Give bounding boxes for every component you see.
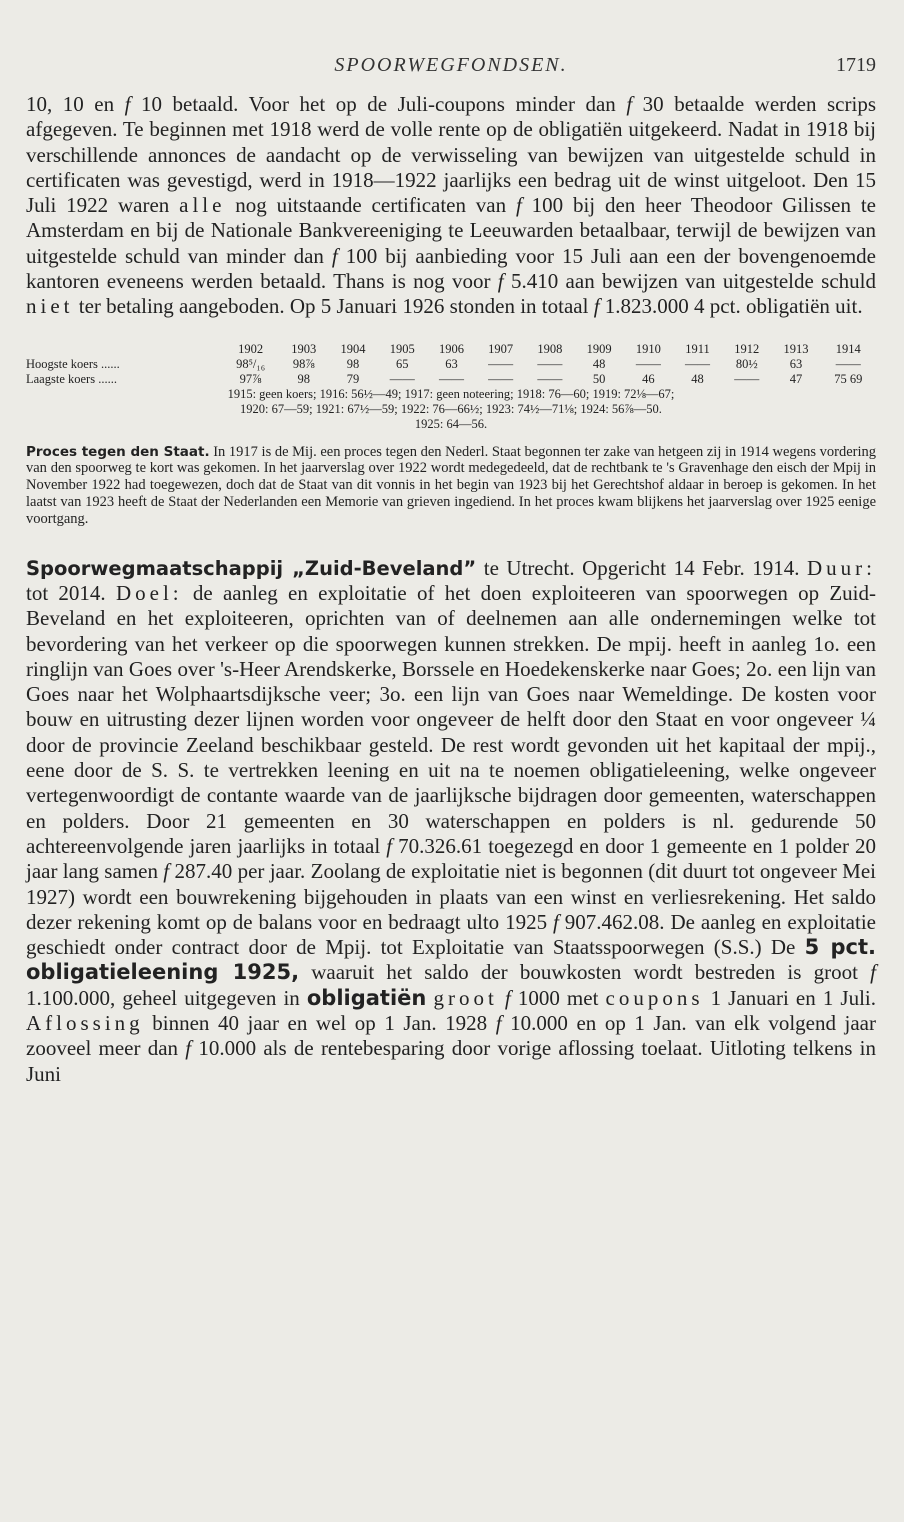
koers-table-block <box>26 342 876 432</box>
table-cell: 63 <box>445 356 458 371</box>
spaced-alle: alle <box>179 193 226 218</box>
table-cell: —— <box>835 356 861 371</box>
table-cell: 65 <box>395 356 409 371</box>
page-number: 1719 <box>836 54 876 76</box>
year-cell: 1914 <box>835 341 861 356</box>
spaced-niet: niet <box>26 294 74 319</box>
table-cell: —— <box>734 371 760 386</box>
company-heading: Spoorwegmaatschappij „Zuid-Beveland” <box>26 556 477 580</box>
koers-header-row <box>26 342 876 357</box>
koers-table <box>26 342 876 387</box>
table-row <box>26 372 876 387</box>
year-cell: 1902 <box>238 341 264 356</box>
year-cell: 1905 <box>389 341 415 356</box>
year-cell: 1912 <box>734 341 760 356</box>
spaced-groot: groot <box>433 985 498 1010</box>
spaced-duur: Duur: <box>807 555 876 580</box>
table-cell: 75 69 <box>834 371 863 386</box>
year-cell: 1913 <box>783 341 809 356</box>
running-title: SPOORWEGFONDSEN. <box>334 54 568 76</box>
table-cell: —— <box>389 371 415 386</box>
table-cell: —— <box>537 356 563 371</box>
table-cell: 98⁵/₁₆ <box>236 356 266 371</box>
row-label: Hoogste koers ...... <box>26 356 120 371</box>
table-row <box>26 357 876 372</box>
paragraph-coupons: 10, 10 en f 10 betaald. Voor het op de Juli-coupons minder dan f 30 betaalde werden scrips afgegeven. Te beginnen met 1918 werd de volle rente op de obligatiën uitgekeerd. Nadat in 1918 bij verschillende annonces de aandacht op de verwisseling van bewijzen van uitgestelde schuld in certificaten was gevestigd, werd in 1918—1922 jaarlijks een bedrag uit de winst uitgeloot. Den 15 Juli 1922 waren alle nog uitstaande certificaten van f 100 bij den heer Theodoor Gilissen te Amsterdam en bij de Nationale Bankvereeniging te Leeuwarden betaalbaar, terwijl de bewijzen van uitgestelde schuld van minder dan f 100 bij aanbieding voor 15 Juli aan een der bovengenoemde kantoren eveneens werden betaald. Thans is nog voor f 5.410 aan bewijzen van uitgestelde schuld niet ter betaling aangeboden. Op 5 Januari 1926 stonden in totaal f 1.823.000 4 pct. obligatiën uit. <box>26 92 877 319</box>
table-cell: 47 <box>789 371 803 386</box>
table-cell: 48 <box>691 371 704 386</box>
year-cell: 1911 <box>685 341 710 356</box>
table-cell: —— <box>685 356 711 371</box>
spaced-doel: Doel: <box>115 580 183 605</box>
table-cell: 98 <box>346 356 360 371</box>
year-cell: 1903 <box>291 341 317 356</box>
year-cell: 1908 <box>537 341 563 356</box>
table-cell: 98 <box>297 371 311 386</box>
obligatien-bold: obligatiën <box>306 985 427 1010</box>
table-cell: —— <box>488 371 514 386</box>
year-cell: 1906 <box>438 341 464 356</box>
koers-note: 1915: geen koers; 1916: 56½—49; 1917: geen noteering; 1918: 76—60; 1919: 72⅛—67; <box>227 386 675 401</box>
table-cell: 79 <box>346 371 360 386</box>
loan-title: 5 pct. obligatieleening 1925, <box>26 935 877 985</box>
table-cell: —— <box>488 356 514 371</box>
table-cell: 98⅞ <box>292 356 315 371</box>
row-label: Laagste koers ...... <box>26 371 117 386</box>
paragraph-company: Spoorwegmaatschappij „Zuid-Beveland” te Utrecht. Opgericht 14 Febr. 1914. Duur: tot 2014. Doel: de aanleg en exploitatie of het doen exploiteeren van spoorwegen op Zuid-Beveland en het exploiteeren, oprichten van of deelnemen aan alle ondernemingen welke tot bevordering van het verkeer op die spoorwegen kunnen strekken. De mpij. heeft in aanleg 1o. een ringlijn van Goes over 's-Heer Arendskerke, Borssele en Hoedekenskerke naar Goes; 2o. een lijn van Goes naar het Wolphaartsdijksche veer; 3o. een lijn van Goes naar Wemeldinge. De kosten voor bouw en uitrusting dezer lijnen worden voor ongeveer de helft door den Staat en voor ongeveer ¼ door de provincie Zeeland beschikbaar gesteld. De rest wordt gevonden uit het kapitaal der mpij., eene door de S. S. te vertrekken leening en uit na te noemen obligatieleening, welke ongeveer vertegenwoordigt de contante waarde van de jaarlijksche bijdragen door gemeenten, waterschappen en polders. Door 21 gemeenten en 30 waterschappen en polders is nl. gedurende 50 achtereenvolgende jaren jaarlijks in totaal f 70.326.61 toegezegd en door 1 gemeente en 1 polder 20 jaar lang samen f 287.40 per jaar. Zoolang de exploitatie niet is begonnen (dit duurt tot ongeveer Mei 1927) wordt een bouwrekening bijgehouden in plaats van een winst en verliesrekening. Het saldo dezer rekening komt op de balans voor en bedraagt ulto 1925 f 907.462.08. De aanleg en exploitatie geschiedt onder contract door de Mpij. tot Exploitatie van Staatsspoorwegen (S.S.) De 5 pct. obligatieleening 1925, waaruit het saldo der bouwkosten wordt bestreden is groot f 1.100.000, geheel uitgegeven in obligatiën groot f 1000 met coupons 1 Januari en 1 Juli. Aflossing binnen 40 jaar en wel op 1 Jan. 1928 f 10.000 en op 1 Jan. van elk volgend jaar zooveel meer dan f 10.000 als de rentebesparing door vorige aflossing toelaat. Uitloting telkens in Juni <box>26 555 877 1086</box>
year-cell: 1907 <box>488 341 514 356</box>
proces-title: Proces tegen den Staat. <box>26 443 210 460</box>
table-cell: 50 <box>592 371 606 386</box>
year-cell: 1909 <box>586 341 612 356</box>
year-cell: 1904 <box>340 341 366 356</box>
table-cell: —— <box>438 371 464 386</box>
table-cell: 48 <box>592 356 606 371</box>
table-cell: —— <box>635 356 661 371</box>
table-cell: 97⅞ <box>239 371 262 386</box>
koers-note: 1925: 64—56. <box>414 416 488 431</box>
spaced-coupons: coupons <box>605 985 704 1010</box>
koers-note: 1920: 67—59; 1921: 67½—59; 1922: 76—66½; 1923: 74½—71⅛; 1924: 56⅞—50. <box>240 401 662 416</box>
page-header <box>26 0 876 92</box>
paragraph-proces: Proces tegen den Staat. In 1917 is de Mij. een proces tegen den Nederl. Staat begonnen ter zake van hetgeen zij in 1914 wegens vordering van den spoorweg te kort was gekomen. In het jaarverslag over 1922 wordt medegedeeld, dat de rechtbank te 's Gravenhage den eisch der Mpij in November 1922 had toegewezen, doch dat de Staat van dit vonnis in het begin van 1923 bij het Gerechtshof aldaar in beroep is gekomen. In het laatst van 1923 heeft de Staat der Nederlanden een Memorie van grieven ingediend. In het proces kwam blijkens het jaarverslag over 1925 eenige voortgang. <box>26 443 876 527</box>
table-cell: 80½ <box>735 356 758 371</box>
table-cell: 46 <box>642 371 655 386</box>
year-cell: 1910 <box>635 341 661 356</box>
table-cell: —— <box>537 371 563 386</box>
table-cell: 63 <box>789 356 803 371</box>
spaced-aflossing: Aflossing <box>26 1011 144 1035</box>
